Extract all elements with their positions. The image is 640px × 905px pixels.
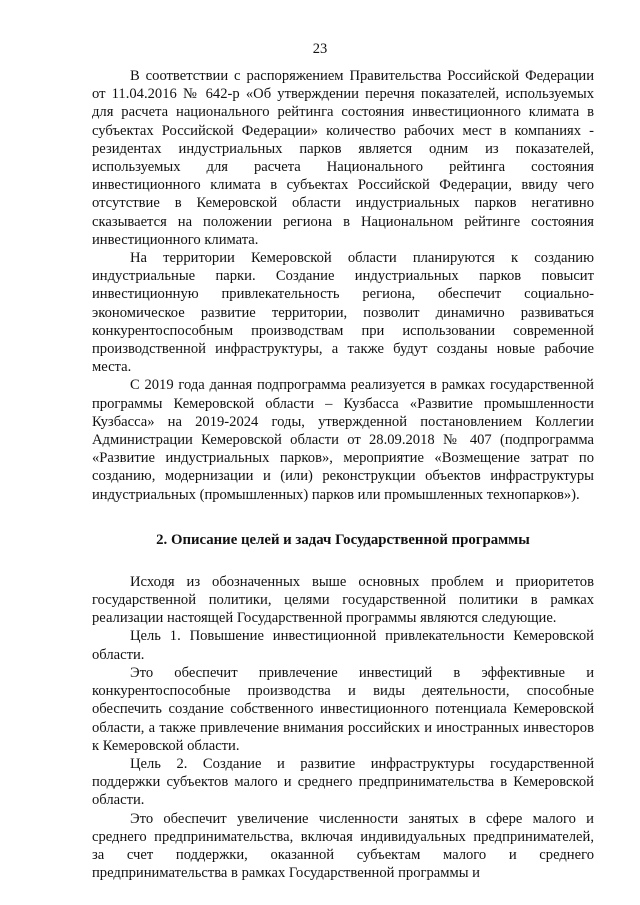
document-body — [92, 67, 594, 882]
paragraph-goal-1-effect: Это обеспечит привлечение инвестиций в эффективные и конкурентоспособные производства и виды деятельности, способные обеспечить создание собственного инвестиционного потенциала Кемеровской области, а также привлечение внимания российских и иностранных инвесторов к Кемеровской области. — [92, 664, 594, 754]
paragraph-goals-intro: Исходя из обозначенных выше основных проблем и приоритетов государственной политики, целями государственной политики в рамках реализации настоящей Государственной программы являются следующие. — [92, 573, 594, 627]
page-number: 23 — [312, 41, 328, 57]
paragraph-goal-2-effect: Это обеспечит увеличение численности занятых в сфере малого и среднего предпринимательства, включая индивидуальных предпринимателей, за счет поддержки, оказанной субъектам малого и среднего предпринимательства в рамках Государственной программы и — [92, 810, 594, 882]
paragraph-industrial-parks: На территории Кемеровской области планируются к созданию индустриальные парки. Создание индустриальных парков повысит инвестиционную привлекательность региона, обеспечит социально-экономическое развитие территории, позволит динамично развиваться конкурентоспособным производствам при использовании современной производственной инфраструктуры, а также будут созданы новые рабочие места. — [92, 250, 594, 376]
paragraph-goal-1: Цель 1. Повышение инвестиционной привлекательности Кемеровской области. — [92, 628, 594, 663]
paragraph-goal-2: Цель 2. Создание и развитие инфраструктуры государственной поддержки субъектов малого и среднего предпринимательства в Кемеровской области. — [92, 755, 594, 809]
section-heading: 2. Описание целей и задач Государственной программы — [156, 531, 530, 548]
paragraph-rating-context: В соответствии с распоряжением Правительства Российской Федерации от 11.04.2016 № 642-р «Об утверждении перечня показателей, используемых для расчета национального рейтинга состояния инвестиционного климата в субъектах Российской Федерации» количество рабочих мест в компаниях - резидентах индустриальных парков является одним из показателей, используемых для расчета Национального рейтинга состояния инвестиционного климата в субъектах Российской Федерации, ввиду чего отсутствие в Кемеровской области индустриальных парков негативно сказывается на положении региона в Национальном рейтинге состояния инвестиционного климата. — [92, 68, 594, 248]
paragraph-subprogram-history: С 2019 года данная подпрограмма реализуется в рамках государственной программы Кемеровской области – Кузбасса «Развитие промышленности Кузбасса» на 2019-2024 годы, утвержденной постановлением Коллегии Администрации Кемеровской области от 28.09.2018 № 407 (подпрограмма «Развитие индустриальных парков», мероприятие «Возмещение затрат по созданию, модернизации и (или) реконструкции объектов инфраструктуры индустриальных (промышленных) парков или промышленных технопарков»). — [92, 377, 594, 503]
